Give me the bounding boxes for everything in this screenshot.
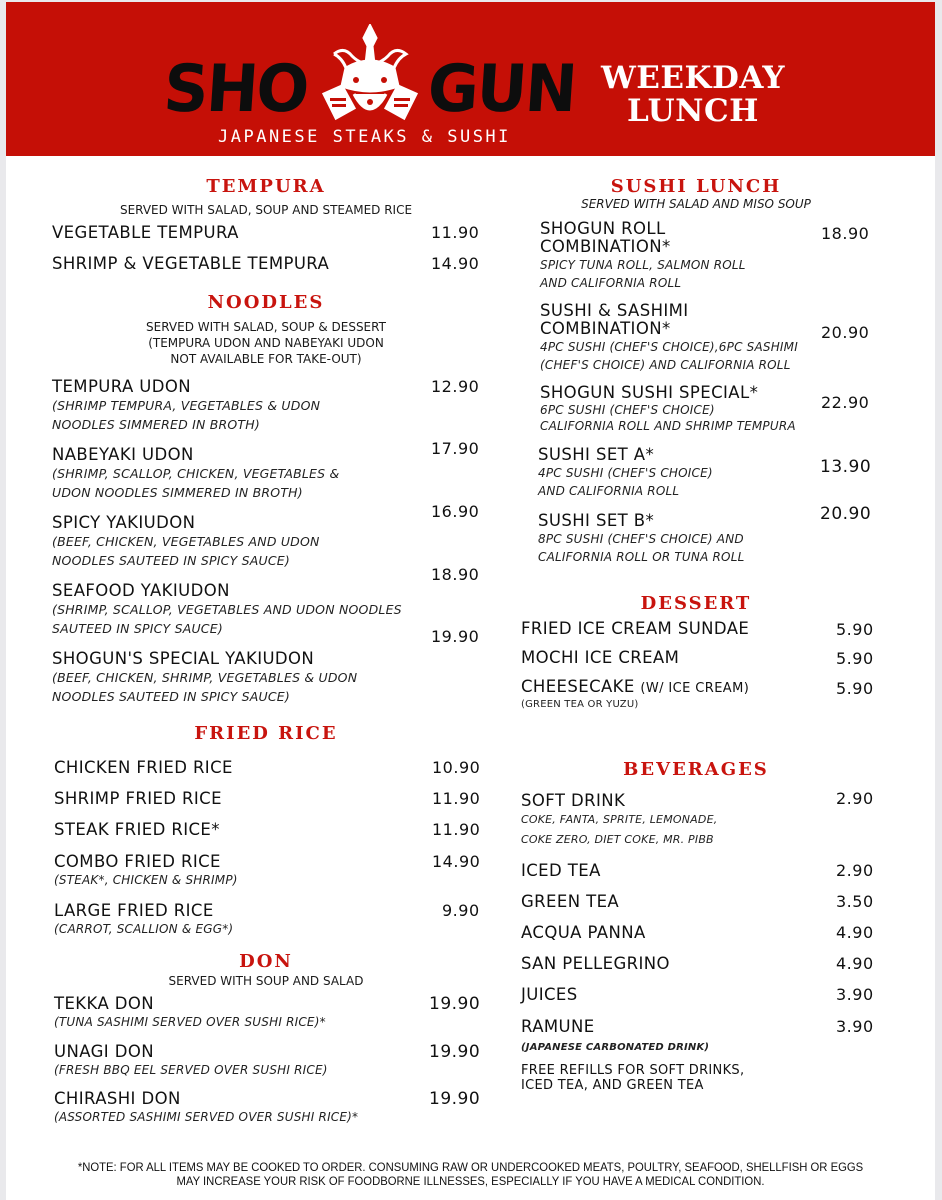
menu-item bbox=[521, 1018, 709, 1060]
section-heading-fried-rice: FRIED RICE bbox=[194, 723, 338, 744]
menu-title bbox=[588, 62, 798, 128]
item-name: FRIED ICE CREAM SUNDAE bbox=[521, 619, 750, 638]
item-price: 19.90 bbox=[429, 1089, 481, 1109]
item-price: 10.90 bbox=[432, 758, 481, 777]
menu-item bbox=[52, 255, 329, 273]
noodles-subtitle bbox=[66, 319, 466, 367]
section-heading-sushi-lunch: SUSHI LUNCH bbox=[610, 176, 782, 197]
menu-item bbox=[54, 1090, 358, 1126]
item-price: 3.90 bbox=[836, 985, 874, 1004]
item-name: ACQUA PANNA bbox=[521, 923, 646, 942]
item-price: 3.50 bbox=[836, 892, 874, 911]
item-description: (STEAK*, CHICKEN & SHRIMP) bbox=[54, 873, 238, 887]
item-description: COKE, FANTA, SPRITE, LEMONADE, bbox=[521, 813, 718, 826]
item-price: 17.90 bbox=[431, 439, 480, 458]
menu-item bbox=[540, 302, 798, 374]
item-description: CALIFORNIA ROLL OR TUNA ROLL bbox=[538, 550, 745, 564]
refill-note bbox=[521, 1063, 744, 1093]
menu-item bbox=[521, 862, 601, 880]
item-price: 22.90 bbox=[821, 393, 870, 412]
item-name: SHRIMP & VEGETABLE TEMPURA bbox=[52, 254, 330, 273]
menu-item bbox=[521, 678, 749, 712]
footer-disclaimer bbox=[34, 1160, 907, 1188]
item-description: NOODLES SAUTEED IN SPICY SAUCE) bbox=[52, 553, 290, 568]
item-description: 6PC SUSHI (CHEF'S CHOICE) bbox=[540, 403, 715, 417]
item-price: 11.90 bbox=[432, 820, 481, 839]
item-price: 20.90 bbox=[821, 323, 870, 342]
item-name: NABEYAKI UDON bbox=[52, 445, 194, 464]
item-name: SHOGUN SUSHI SPECIAL* bbox=[540, 383, 759, 402]
item-name: SOFT DRINK bbox=[521, 791, 626, 810]
item-name: LARGE FRIED RICE bbox=[54, 901, 214, 920]
item-description: (CHEF'S CHOICE) AND CALIFORNIA ROLL bbox=[540, 358, 791, 372]
item-price: 11.90 bbox=[431, 223, 480, 242]
item-description: 4PC SUSHI (CHEF'S CHOICE),6PC SASHIMI bbox=[540, 340, 798, 354]
menu-item bbox=[52, 650, 357, 706]
item-description: UDON NOODLES SIMMERED IN BROTH) bbox=[52, 485, 303, 500]
item-description: (GREEN TEA OR YUZU) bbox=[521, 699, 639, 710]
item-price: 19.90 bbox=[429, 1042, 481, 1062]
item-name: SHRIMP FRIED RICE bbox=[54, 789, 222, 808]
item-description: (FRESH BBQ EEL SERVED OVER SUSHI RICE) bbox=[54, 1063, 328, 1077]
tagline: JAPANESE STEAKS & SUSHI bbox=[218, 127, 511, 147]
item-description: (BEEF, CHICKEN, VEGETABLES AND UDON bbox=[52, 534, 320, 549]
disclaimer-line: *NOTE: FOR ALL ITEMS MAY BE COOKED TO ORDER. CONSUMING RAW OR UNDERCOOKED MEATS, POULTRY, SEAFOOD, SHELLFISH OR EGGS bbox=[77, 1160, 864, 1174]
menu-item bbox=[540, 384, 796, 434]
item-price: 3.90 bbox=[836, 1017, 874, 1036]
menu-item bbox=[521, 893, 619, 911]
item-name: SUSHI SET B* bbox=[538, 511, 655, 530]
item-name-suffix: (W/ ICE CREAM) bbox=[640, 681, 750, 696]
section-heading-don: DON bbox=[239, 951, 293, 972]
item-name: SUSHI & SASHIMI bbox=[540, 301, 689, 320]
item-name: SAN PELLEGRINO bbox=[521, 954, 670, 973]
item-name: GREEN TEA bbox=[521, 892, 620, 911]
item-description: 8PC SUSHI (CHEF'S CHOICE) AND bbox=[538, 532, 744, 546]
refill-note-line: FREE REFILLS FOR SOFT DRINKS, bbox=[521, 1063, 745, 1078]
item-description: NOODLES SAUTEED IN SPICY SAUCE) bbox=[52, 689, 290, 704]
section-heading-dessert: DESSERT bbox=[640, 593, 752, 614]
item-price: 5.90 bbox=[836, 620, 874, 639]
item-price: 16.90 bbox=[431, 502, 480, 521]
item-price: 14.90 bbox=[431, 254, 480, 273]
item-name: VEGETABLE TEMPURA bbox=[52, 223, 239, 242]
item-price: 9.90 bbox=[442, 901, 480, 920]
item-description: (SHRIMP TEMPURA, VEGETABLES & UDON bbox=[52, 398, 321, 413]
menu-item bbox=[521, 620, 749, 638]
refill-note-line: ICED TEA, AND GREEN TEA bbox=[521, 1078, 704, 1093]
menu-item bbox=[52, 224, 239, 242]
item-price: 5.90 bbox=[836, 679, 874, 698]
item-description: (SHRIMP, SCALLOP, CHICKEN, VEGETABLES & bbox=[52, 466, 340, 481]
noodles-subtitle-line: (TEMPURA UDON AND NABEYAKI UDON bbox=[148, 336, 384, 350]
item-name: CHICKEN FRIED RICE bbox=[54, 758, 233, 777]
menu-title-line2: LUNCH bbox=[627, 93, 759, 129]
menu-item bbox=[54, 759, 233, 777]
menu-item bbox=[54, 1043, 328, 1079]
menu-page bbox=[6, 2, 935, 1200]
header-banner bbox=[6, 2, 935, 156]
item-price: 20.90 bbox=[820, 504, 872, 524]
item-description: AND CALIFORNIA ROLL bbox=[540, 276, 682, 290]
menu-item bbox=[52, 378, 320, 434]
item-name: SEAFOOD YAKIUDON bbox=[52, 581, 230, 600]
item-price: 19.90 bbox=[431, 627, 480, 646]
item-name: TEMPURA UDON bbox=[52, 377, 192, 396]
menu-item bbox=[540, 220, 746, 292]
item-price: 2.90 bbox=[836, 789, 874, 808]
sushi-lunch-subtitle: SERVED WITH SALAD AND MISO SOUP bbox=[581, 197, 811, 211]
section-heading-tempura: TEMPURA bbox=[206, 176, 326, 197]
menu-item bbox=[521, 792, 717, 850]
item-description: (JAPANESE CARBONATED DRINK) bbox=[521, 1042, 710, 1053]
menu-item bbox=[521, 986, 578, 1004]
item-description: CALIFORNIA ROLL AND SHRIMP TEMPURA bbox=[540, 419, 796, 433]
item-description: (BEEF, CHICKEN, SHRIMP, VEGETABLES & UDON bbox=[52, 670, 358, 685]
logo-text-right: GUN bbox=[425, 50, 578, 127]
item-price: 19.90 bbox=[429, 994, 481, 1014]
menu-item bbox=[54, 853, 238, 889]
item-description: NOODLES SIMMERED IN BROTH) bbox=[52, 417, 260, 432]
menu-item bbox=[538, 512, 744, 566]
samurai-helmet-icon bbox=[314, 24, 426, 126]
section-heading-noodles: NOODLES bbox=[207, 292, 325, 313]
item-name: TEKKA DON bbox=[54, 994, 155, 1013]
menu-item bbox=[521, 955, 670, 973]
item-price: 11.90 bbox=[432, 789, 481, 808]
item-name: COMBO FRIED RICE bbox=[54, 852, 221, 871]
menu-item bbox=[538, 446, 713, 500]
item-name: SHOGUN ROLL bbox=[540, 219, 666, 238]
item-name: UNAGI DON bbox=[54, 1042, 154, 1061]
menu-item bbox=[54, 790, 222, 808]
item-name: COMBINATION* bbox=[540, 237, 671, 256]
menu-item bbox=[54, 902, 233, 938]
menu-item bbox=[54, 821, 220, 839]
item-name: CHIRASHI DON bbox=[54, 1089, 181, 1108]
item-description: (CARROT, SCALLION & EGG*) bbox=[54, 922, 234, 936]
item-name-main: CHEESECAKE bbox=[521, 677, 635, 696]
menu-title-line1: WEEKDAY bbox=[600, 60, 786, 96]
item-name: COMBINATION* bbox=[540, 319, 671, 338]
item-description: SPICY TUNA ROLL, SALMON ROLL bbox=[540, 258, 746, 272]
item-name: MOCHI ICE CREAM bbox=[521, 648, 680, 667]
item-description: AND CALIFORNIA ROLL bbox=[538, 484, 680, 498]
item-price: 4.90 bbox=[836, 923, 874, 942]
item-description: (ASSORTED SASHIMI SERVED OVER SUSHI RICE)* bbox=[54, 1110, 359, 1124]
menu-item bbox=[52, 514, 320, 570]
item-price: 13.90 bbox=[820, 457, 872, 477]
item-description: 4PC SUSHI (CHEF'S CHOICE) bbox=[538, 466, 713, 480]
item-name: RAMUNE bbox=[521, 1017, 595, 1036]
item-price: 2.90 bbox=[836, 861, 874, 880]
item-name: STEAK FRIED RICE* bbox=[54, 820, 220, 839]
noodles-subtitle-line: SERVED WITH SALAD, SOUP & DESSERT bbox=[146, 320, 386, 334]
item-name: SUSHI SET A* bbox=[538, 445, 655, 464]
item-price: 12.90 bbox=[431, 377, 480, 396]
item-price: 18.90 bbox=[431, 565, 480, 584]
don-subtitle: SERVED WITH SOUP AND SALAD bbox=[168, 974, 364, 988]
menu-item bbox=[54, 995, 326, 1031]
item-description: COKE ZERO, DIET COKE, MR. PIBB bbox=[521, 833, 714, 846]
item-description: (TUNA SASHIMI SERVED OVER SUSHI RICE)* bbox=[54, 1015, 326, 1029]
menu-item bbox=[521, 924, 646, 942]
item-description: (SHRIMP, SCALLOP, VEGETABLES AND UDON NOODLES bbox=[52, 602, 402, 617]
tempura-subtitle: SERVED WITH SALAD, SOUP AND STEAMED RICE bbox=[119, 203, 413, 217]
item-price: 18.90 bbox=[821, 224, 870, 243]
item-description: SAUTEED IN SPICY SAUCE) bbox=[52, 621, 223, 636]
item-name bbox=[521, 678, 749, 698]
logo-text-left: SHO bbox=[161, 50, 310, 127]
noodles-subtitle-line: NOT AVAILABLE FOR TAKE-OUT) bbox=[170, 352, 362, 366]
menu-item bbox=[52, 582, 402, 638]
item-name: SHOGUN'S SPECIAL YAKIUDON bbox=[52, 649, 315, 668]
disclaimer-line: MAY INCREASE YOUR RISK OF FOODBORNE ILLNESSES, ESPECIALLY IF YOU HAVE A MEDICAL CONDITION. bbox=[176, 1174, 765, 1188]
section-heading-beverages: BEVERAGES bbox=[623, 759, 769, 780]
item-price: 14.90 bbox=[432, 852, 481, 871]
item-name: SPICY YAKIUDON bbox=[52, 513, 196, 532]
menu-item bbox=[521, 649, 679, 667]
item-name: JUICES bbox=[521, 985, 578, 1004]
item-price: 4.90 bbox=[836, 954, 874, 973]
menu-item bbox=[52, 446, 339, 502]
item-price: 5.90 bbox=[836, 649, 874, 668]
item-name: ICED TEA bbox=[521, 861, 601, 880]
